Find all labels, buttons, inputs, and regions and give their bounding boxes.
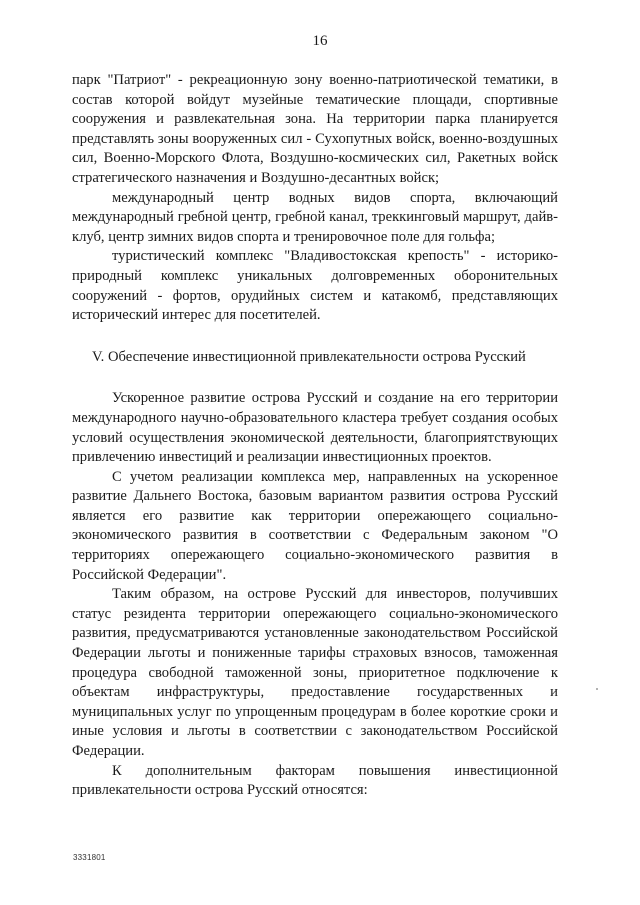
- paragraph-base-variant: С учетом реализации комплекса мер, направленных на ускоренное развитие Дальнего Востока, базовым вариантом развития острова Русский является его развитие как территории опережающего социально-экономического развития в соответствии с Федеральным законом "О территориях опережающего социально-экономического развития в Российской Федерации".: [72, 468, 558, 583]
- document-code: 3331801: [73, 853, 106, 862]
- paragraph-vladivostok-fortress: туристический комплекс "Владивостокская крепость" - историко-природный комплекс уникальных долговременных оборонительных сооружений - фортов, орудийных систем и катакомб, представляющих исторический интерес для посетителей.: [72, 248, 558, 324]
- paragraph-additional-factors: К дополнительным факторам повышения инвестиционной привлекательности острова Русский относятся:: [72, 762, 558, 799]
- paragraph-patriot-park: парк "Патриот" - рекреационную зону военно-патриотической тематики, в состав которой войдут музейные тематические площади, спортивные сооружения и развлекательная зона. На территории парка планируется представлять зоны вооруженных сил - Сухопутных войск, военно-воздушных сил, Военно-Морского Флота, Воздушно-космических сил, Ракетных войск стратегического назначения и Воздушно-десантных войск;: [72, 72, 558, 186]
- paragraph-accelerated-development: Ускоренное развитие острова Русский и создание на его территории международного научно-образовательного кластера требует создания особых условий осуществления экономической деятельности, благоприятствующих привлечению инвестиций и реализации инвестиционных проектов.: [72, 390, 558, 466]
- paragraph-resident-benefits: Таким образом, на острове Русский для инвесторов, получивших статус резидента территории опережающего социально-экономического развития, предусматриваются установленные законодательством Российской Федерации льготы и пониженные тарифы страховых взносов, таможенная процедура свободной таможенной зоны, приоритетное подключение к объектам инфраструктуры, предоставление государственных и муниципальных услуг по упрощенным процедурам в более короткие сроки и иные условия и льготы в соответствии с законодательством Российской Федерации.: [72, 586, 558, 759]
- paragraph-water-sports-center: международный центр водных видов спорта, включающий международный гребной центр, гребной канал, треккинговый маршрут, дайв-клуб, центр зимних видов спорта и тренировочное поле для гольфа;: [72, 189, 558, 245]
- section-heading: V. Обеспечение инвестиционной привлекательности острова Русский: [92, 348, 526, 365]
- scan-speck: [596, 688, 598, 690]
- document-body: [72, 71, 558, 801]
- page-number: 16: [312, 33, 328, 49]
